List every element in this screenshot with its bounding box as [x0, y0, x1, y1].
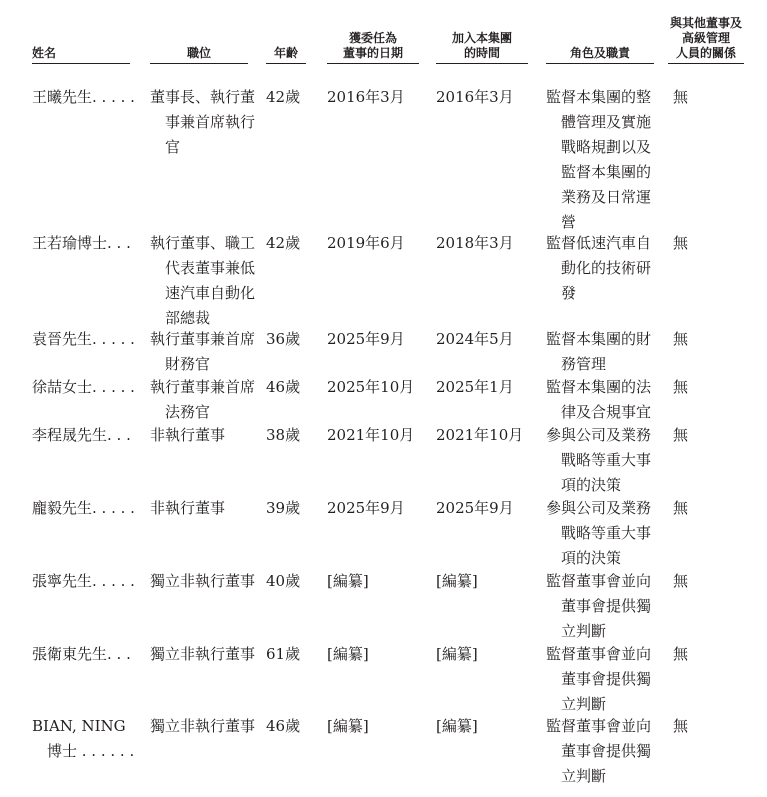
relationship: 無: [673, 88, 689, 106]
join-date: [編纂]: [436, 645, 478, 663]
header-appointment-date: 獲委任為 董事的日期: [327, 0, 419, 64]
appointment-date: 2021年10月: [327, 426, 415, 444]
director-age: 42歲: [266, 88, 301, 106]
appointment-date: [編纂]: [327, 717, 369, 735]
director-age: 38歲: [266, 426, 301, 444]
director-name-line: 李程晟先生. . .: [32, 426, 131, 444]
director-role: 監督董事會並向董事會提供獨立判斷: [546, 717, 652, 785]
director-age: 61歲: [266, 645, 301, 663]
header-role: 角色及職責: [546, 0, 654, 64]
director-name: [32, 642, 137, 667]
director-role: 監督低速汽車自動化的技術研發: [546, 234, 652, 302]
appointment-date: [編纂]: [327, 645, 369, 663]
director-position: 執行董事兼首席法務官: [150, 378, 256, 421]
director-role: 監督本集團的法律及合規事宜: [546, 378, 652, 421]
director-name-line: 張衛東先生. . .: [32, 645, 131, 663]
director-name-line: 博士 . . . . . .: [47, 742, 135, 760]
relationship: 無: [673, 426, 689, 444]
relationship: 無: [673, 499, 689, 517]
appointment-date: 2025年9月: [327, 330, 405, 348]
join-date: 2024年5月: [436, 330, 514, 348]
appointment-date: 2025年10月: [327, 378, 415, 396]
join-date: 2025年9月: [436, 499, 514, 517]
appointment-date: 2019年6月: [327, 234, 405, 252]
relationship: 無: [673, 572, 689, 590]
director-role: 參與公司及業務戰略等重大事項的決策: [546, 426, 652, 494]
director-name-line: 徐喆女士. . . . .: [32, 378, 135, 396]
relationship: 無: [673, 717, 689, 735]
director-age: 46歲: [266, 378, 301, 396]
director-role: 監督董事會並向董事會提供獨立判斷: [546, 645, 652, 713]
director-name: [32, 569, 137, 594]
director-name-line: 王曦先生. . . . .: [32, 88, 135, 106]
header-name: 姓名: [32, 0, 130, 64]
director-name-line: 袁晉先生. . . . .: [32, 330, 135, 348]
director-position: 獨立非執行董事: [150, 572, 256, 590]
relationship: 無: [673, 645, 689, 663]
director-name: [32, 375, 137, 400]
director-age: 39歲: [266, 499, 301, 517]
director-position: 非執行董事: [150, 499, 226, 517]
director-position: 執行董事兼首席財務官: [150, 330, 256, 373]
director-role: 參與公司及業務戰略等重大事項的決策: [546, 499, 652, 567]
header-relationship: 與其他董事及 高級管理 人員的關係: [668, 0, 744, 64]
director-role: 監督董事會並向董事會提供獨立判斷: [546, 572, 652, 640]
director-position: 執行董事、職工代表董事兼低速汽車自動化部總裁: [150, 234, 256, 327]
join-date: 2016年3月: [436, 88, 514, 106]
appointment-date: 2025年9月: [327, 499, 405, 517]
director-position: 董事長、執行董事兼首席執行官: [150, 88, 256, 156]
join-date: [編纂]: [436, 717, 478, 735]
director-name-line: 張寧先生. . . . .: [32, 572, 135, 590]
join-date: 2021年10月: [436, 426, 524, 444]
director-position: 非執行董事: [150, 426, 226, 444]
director-age: 46歲: [266, 717, 301, 735]
director-name: [32, 85, 137, 110]
relationship: 無: [673, 330, 689, 348]
join-date: [編纂]: [436, 572, 478, 590]
director-name-line: BIAN, NING: [32, 717, 126, 735]
director-role: 監督本集團的整體管理及實施戰略規劃以及監督本集團的業務及日常運營: [546, 88, 652, 231]
join-date: 2025年1月: [436, 378, 514, 396]
director-role: 監督本集團的財務管理: [546, 330, 652, 373]
relationship: 無: [673, 234, 689, 252]
appointment-date: 2016年3月: [327, 88, 405, 106]
director-name: [32, 714, 137, 764]
director-position: 獨立非執行董事: [150, 645, 256, 663]
director-name-line: 王若瑜博士. . .: [32, 234, 131, 252]
director-name-line: 龐毅先生. . . . .: [32, 499, 135, 517]
director-name: [32, 327, 137, 352]
director-name: [32, 231, 137, 256]
header-join-date: 加入本集團 的時間: [436, 0, 528, 64]
director-name: [32, 496, 137, 521]
director-age: 42歲: [266, 234, 301, 252]
header-position: 職位: [150, 0, 248, 64]
director-position: 獨立非執行董事: [150, 717, 256, 735]
director-name: [32, 423, 137, 448]
appointment-date: [編纂]: [327, 572, 369, 590]
director-age: 36歲: [266, 330, 301, 348]
join-date: 2018年3月: [436, 234, 514, 252]
relationship: 無: [673, 378, 689, 396]
director-age: 40歲: [266, 572, 301, 590]
header-age: 年齡: [266, 0, 306, 64]
